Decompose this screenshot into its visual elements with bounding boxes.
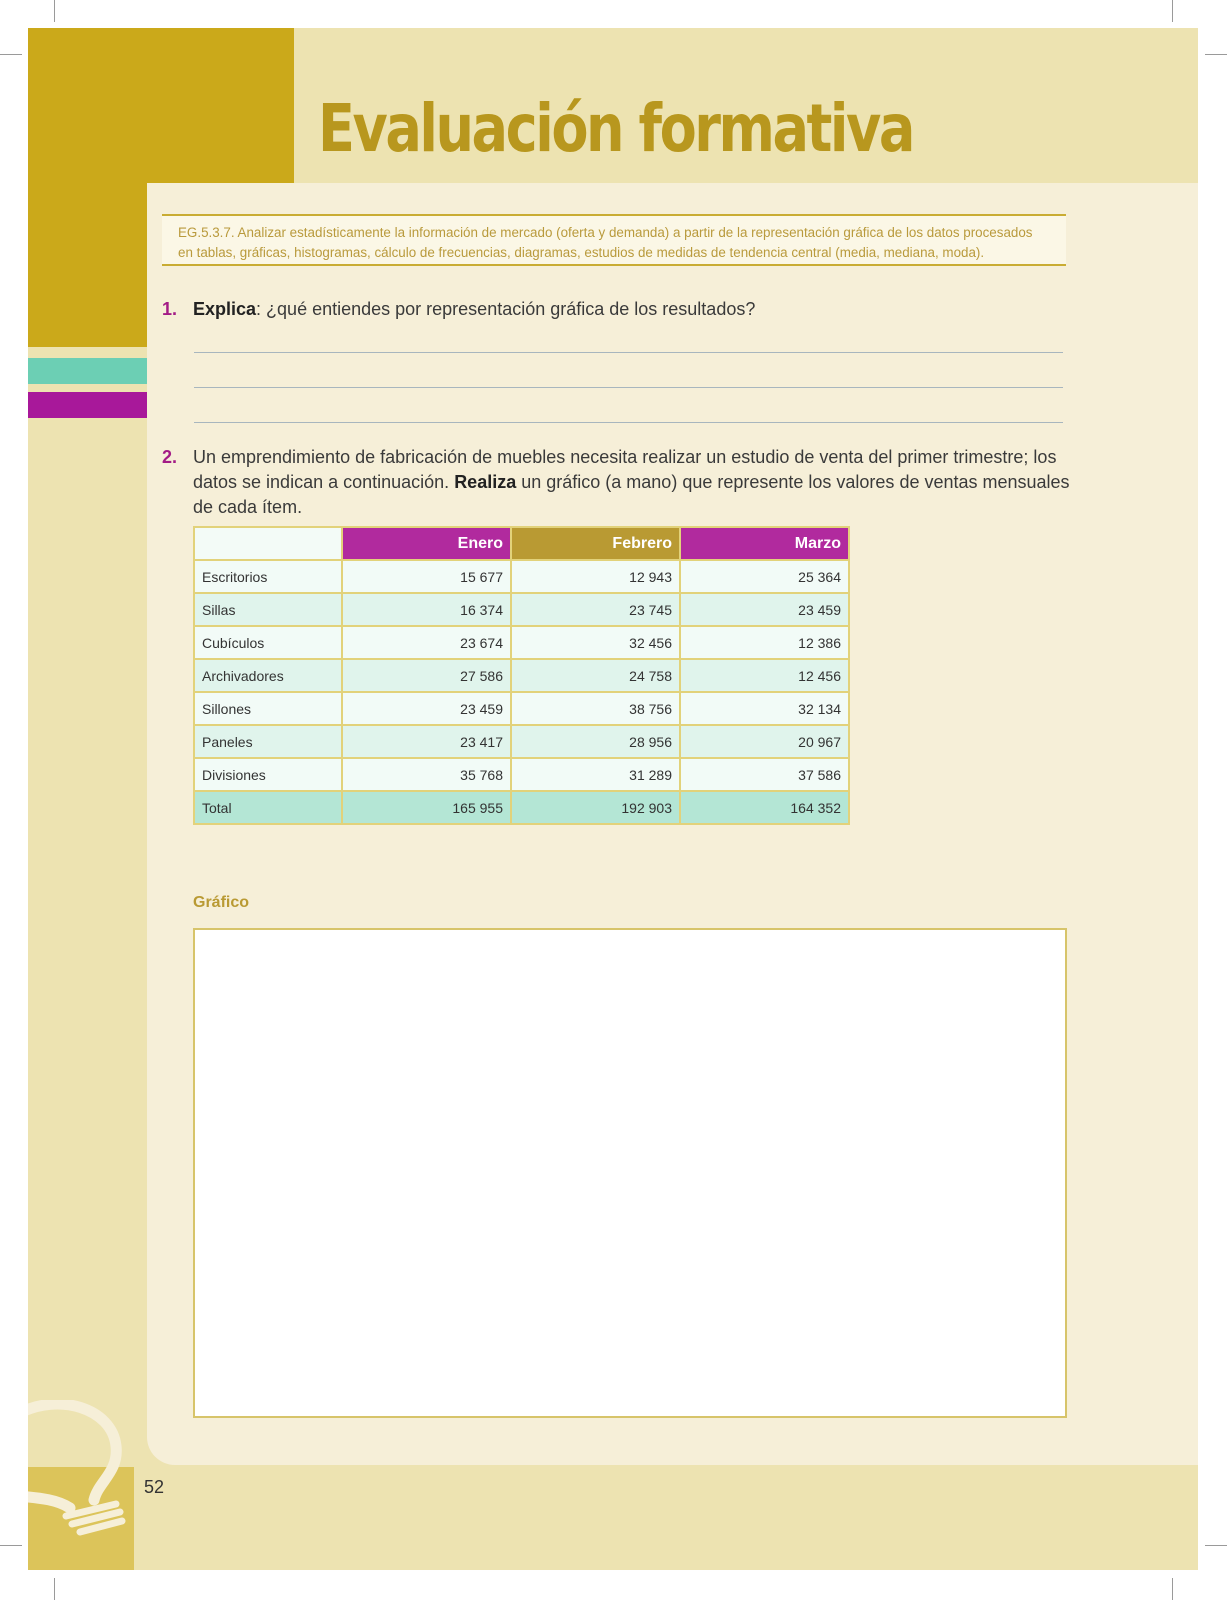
answer-line[interactable] [194, 387, 1063, 388]
row-label: Total [194, 791, 342, 824]
question-1 [162, 297, 1073, 322]
left-gold-strip [28, 183, 147, 347]
table-cell: 16 374 [342, 593, 511, 626]
page-number: 52 [144, 1477, 165, 1497]
column-header-marzo: Marzo [680, 527, 849, 560]
table-cell: 37 586 [680, 758, 849, 791]
table-cell: 23 459 [342, 692, 511, 725]
table-cell: 27 586 [342, 659, 511, 692]
table-cell: 20 967 [680, 725, 849, 758]
row-label: Paneles [194, 725, 342, 758]
answer-line[interactable] [194, 352, 1063, 353]
sales-table [193, 526, 850, 825]
teal-accent-bar [28, 358, 147, 384]
crop-mark [0, 54, 22, 55]
question-number: 2. [162, 447, 178, 467]
row-label: Archivadores [194, 659, 342, 692]
question-number: 1. [162, 299, 178, 319]
row-label: Escritorios [194, 560, 342, 593]
table-cell: 23 417 [342, 725, 511, 758]
table-header-row [194, 527, 849, 560]
table-cell: 25 364 [680, 560, 849, 593]
page-title: Evaluación formativa [318, 90, 913, 167]
table-row [194, 560, 849, 593]
table-corner-cell [194, 527, 342, 560]
table-row [194, 725, 849, 758]
table-cell: 12 386 [680, 626, 849, 659]
row-label: Divisiones [194, 758, 342, 791]
footer-band [28, 1467, 1198, 1570]
crop-mark [54, 1578, 55, 1600]
table-row [194, 692, 849, 725]
table-cell: 38 756 [511, 692, 680, 725]
crop-mark [0, 1545, 22, 1546]
crop-mark [1205, 54, 1227, 55]
table-row [194, 659, 849, 692]
question-verb: Realiza [454, 472, 517, 492]
objective-box: EG.5.3.7. Analizar estadísticamente la información de mercado (oferta y demanda) a partir de la representación gráfica de los datos procesados en tablas, gráficas, histogramas, cálculo de frecuencias, diagramas, estudios de medidas de tendencia central (media, mediana, moda). [162, 214, 1066, 266]
table-cell: 32 456 [511, 626, 680, 659]
question-text [193, 297, 1073, 322]
row-label: Sillones [194, 692, 342, 725]
magenta-accent-bar [28, 392, 147, 418]
table-cell: 23 674 [342, 626, 511, 659]
table-cell: 165 955 [342, 791, 511, 824]
row-label: Cubículos [194, 626, 342, 659]
question-2 [162, 445, 1073, 517]
row-label: Sillas [194, 593, 342, 626]
crop-mark [1172, 0, 1173, 22]
question-body: un gráfico (a mano) que represente los valores de ventas mensuales de cada ítem. [193, 472, 1070, 517]
crop-mark [54, 0, 55, 22]
column-header-febrero: Febrero [511, 527, 680, 560]
table-cell: 23 459 [680, 593, 849, 626]
table-row [194, 626, 849, 659]
table-cell: 12 943 [511, 560, 680, 593]
table-cell: 15 677 [342, 560, 511, 593]
drawing-area[interactable] [193, 928, 1067, 1418]
table-row [194, 758, 849, 791]
grafico-label: Gráfico [193, 894, 250, 911]
table-cell: 32 134 [680, 692, 849, 725]
crop-mark [1205, 1545, 1227, 1546]
table-cell: 12 456 [680, 659, 849, 692]
table-cell: 192 903 [511, 791, 680, 824]
table-cell: 31 289 [511, 758, 680, 791]
question-body: : ¿qué entiendes por representación gráfica de los resultados? [256, 299, 756, 319]
table-cell: 24 758 [511, 659, 680, 692]
header-gold-block [28, 28, 294, 183]
question-text [193, 445, 1073, 520]
question-verb: Explica [193, 299, 257, 319]
lightbulb-icon [28, 1400, 138, 1540]
table-total-row [194, 791, 849, 824]
column-header-enero: Enero [342, 527, 511, 560]
table-cell: 164 352 [680, 791, 849, 824]
table-row [194, 593, 849, 626]
answer-line[interactable] [194, 422, 1063, 423]
table-cell: 28 956 [511, 725, 680, 758]
table-cell: 35 768 [342, 758, 511, 791]
crop-mark [1172, 1578, 1173, 1600]
question-body: Un emprendimiento de fabricación de muebles necesita realizar un estudio de venta del primer trimestre; los datos se indican a continuación. [193, 447, 1057, 492]
table-cell: 23 745 [511, 593, 680, 626]
